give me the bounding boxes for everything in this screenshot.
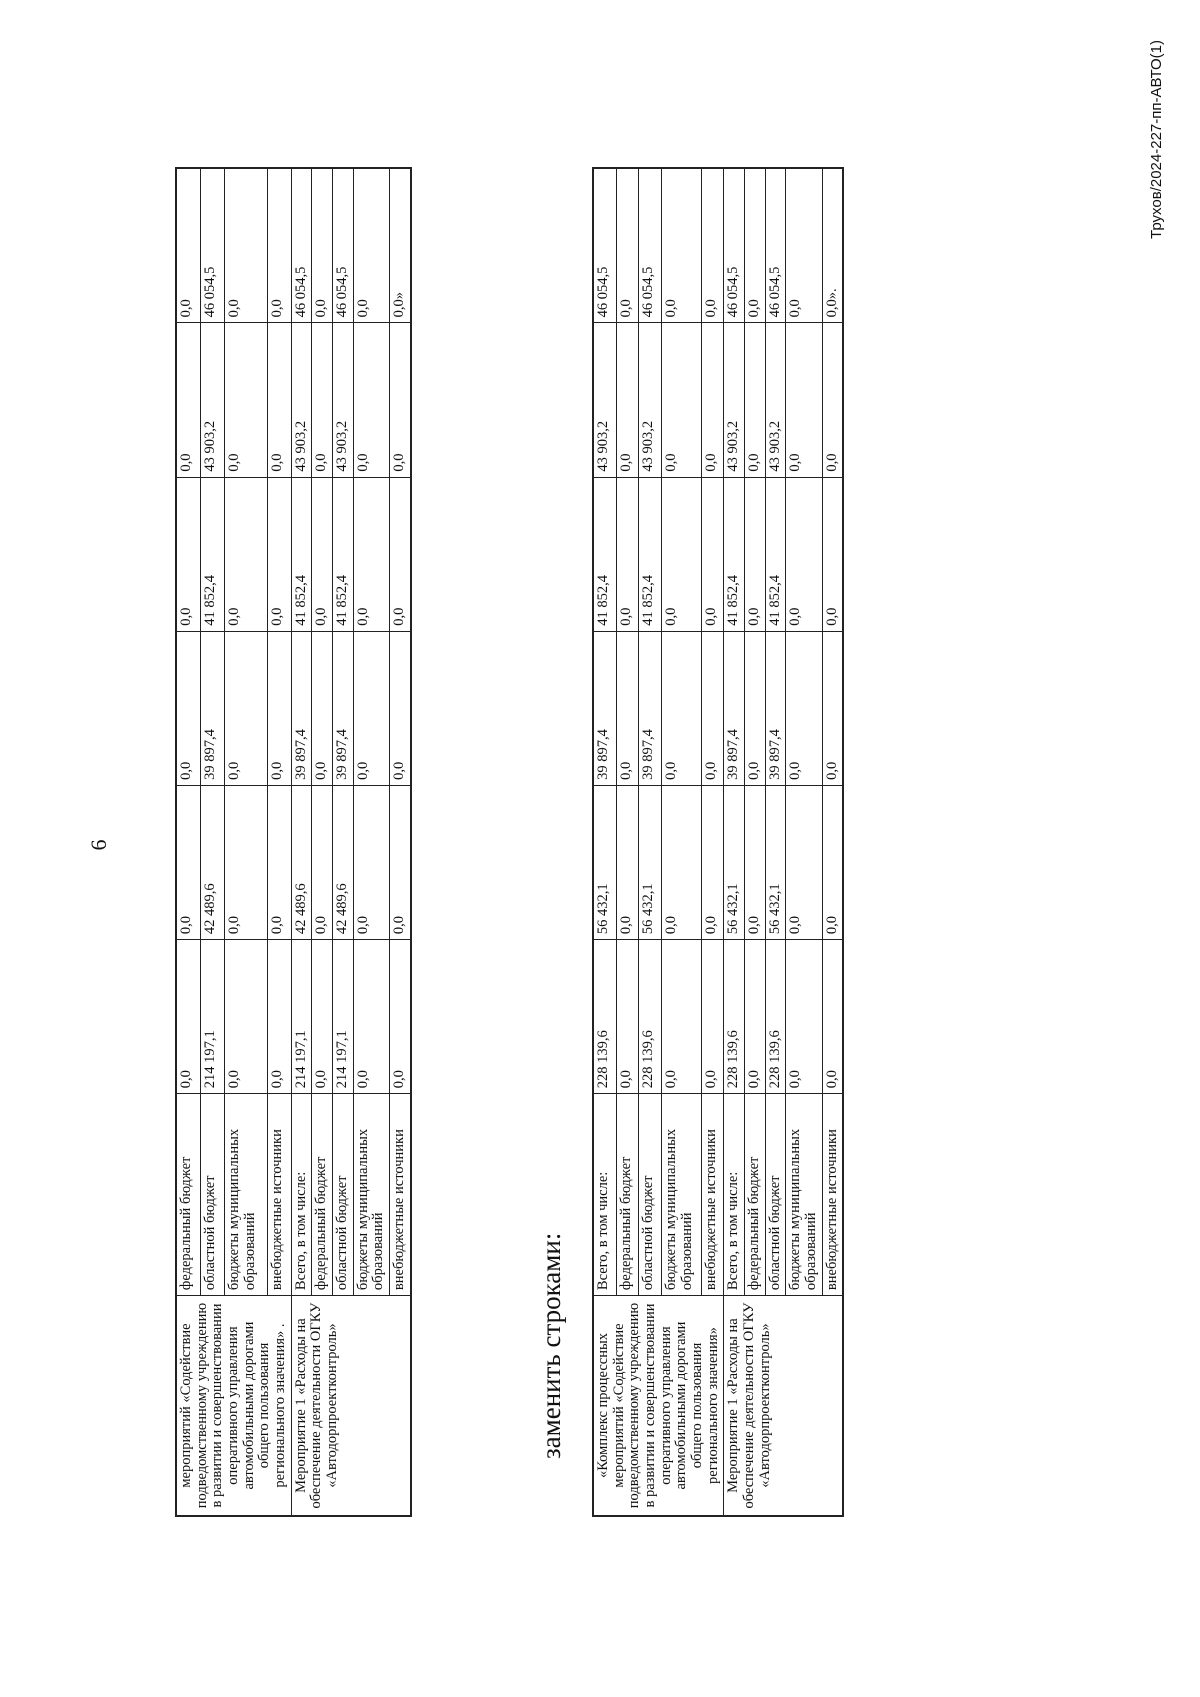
amount-cell: 0,0 bbox=[616, 940, 639, 1094]
amount-cell: 0,0 bbox=[661, 168, 701, 323]
amount-cell: 0,0 bbox=[312, 940, 333, 1094]
funding-source-cell: Всего, в том числе: bbox=[724, 1094, 745, 1296]
amount-cell: 0,0 bbox=[176, 323, 201, 477]
table-row bbox=[724, 168, 745, 1516]
amount-cell: 43 903,2 bbox=[593, 323, 616, 477]
amount-cell: 43 903,2 bbox=[291, 323, 312, 477]
amount-cell: 0,0 bbox=[267, 785, 291, 939]
amount-cell: 0,0 bbox=[661, 323, 701, 477]
amount-cell: 46 054,5 bbox=[639, 168, 662, 323]
funding-source-cell: областной бюджет bbox=[201, 1094, 225, 1296]
amount-cell: 0,0 bbox=[616, 323, 639, 477]
amount-cell: 0,0 bbox=[616, 477, 639, 631]
amount-cell: 46 054,5 bbox=[332, 168, 353, 323]
amount-cell: 41 852,4 bbox=[724, 477, 745, 631]
amount-cell: 0,0 bbox=[701, 168, 724, 323]
amount-cell: 0,0 bbox=[389, 477, 410, 631]
funding-source-cell: Всего, в том числе: bbox=[291, 1094, 312, 1296]
amount-cell: 0,0 bbox=[225, 631, 267, 785]
amount-cell: 0,0 bbox=[822, 631, 843, 785]
amount-cell: 0,0 bbox=[225, 323, 267, 477]
amount-cell: 228 139,6 bbox=[724, 940, 745, 1094]
amount-cell: 42 489,6 bbox=[291, 785, 312, 939]
amount-cell: 46 054,5 bbox=[201, 168, 225, 323]
funding-source-cell: бюджеты муниципальных образований bbox=[353, 1094, 389, 1296]
amount-cell: 39 897,4 bbox=[593, 631, 616, 785]
amount-cell: 0,0 bbox=[176, 631, 201, 785]
amount-cell: 0,0 bbox=[786, 168, 822, 323]
amount-cell: 0,0 bbox=[616, 785, 639, 939]
table-row bbox=[593, 168, 616, 1516]
amount-cell: 0,0 bbox=[701, 940, 724, 1094]
table-row bbox=[291, 168, 312, 1516]
amount-cell: 0,0 bbox=[353, 168, 389, 323]
funding-source-cell: Всего, в том числе: bbox=[593, 1094, 616, 1296]
amount-cell: 42 489,6 bbox=[201, 785, 225, 939]
amount-cell: 0,0 bbox=[701, 631, 724, 785]
funding-source-cell: внебюджетные источники bbox=[701, 1094, 724, 1296]
amount-cell: 0,0 bbox=[267, 477, 291, 631]
amount-cell: 39 897,4 bbox=[724, 631, 745, 785]
amount-cell: 228 139,6 bbox=[593, 940, 616, 1094]
amount-cell: 0,0 bbox=[786, 940, 822, 1094]
funding-source-cell: федеральный бюджет bbox=[312, 1094, 333, 1296]
amount-cell: 0,0 bbox=[786, 477, 822, 631]
original-rows-table bbox=[175, 167, 412, 1517]
amount-cell: 0,0 bbox=[176, 785, 201, 939]
amount-cell: 0,0 bbox=[744, 631, 765, 785]
amount-cell: 0,0». bbox=[822, 168, 843, 323]
amount-cell: 0,0» bbox=[389, 168, 410, 323]
amount-cell: 39 897,4 bbox=[201, 631, 225, 785]
amount-cell: 0,0 bbox=[822, 477, 843, 631]
amount-cell: 0,0 bbox=[661, 785, 701, 939]
amount-cell: 56 432,1 bbox=[593, 785, 616, 939]
amount-cell: 0,0 bbox=[616, 168, 639, 323]
amount-cell: 0,0 bbox=[389, 323, 410, 477]
amount-cell: 56 432,1 bbox=[639, 785, 662, 939]
amount-cell: 0,0 bbox=[176, 940, 201, 1094]
amount-cell: 0,0 bbox=[353, 785, 389, 939]
amount-cell: 41 852,4 bbox=[593, 477, 616, 631]
amount-cell: 0,0 bbox=[744, 940, 765, 1094]
amount-cell: 0,0 bbox=[661, 940, 701, 1094]
amount-cell: 39 897,4 bbox=[291, 631, 312, 785]
amount-cell: 0,0 bbox=[389, 785, 410, 939]
amount-cell: 56 432,1 bbox=[724, 785, 745, 939]
amount-cell: 0,0 bbox=[225, 785, 267, 939]
amount-cell: 41 852,4 bbox=[201, 477, 225, 631]
amount-cell: 0,0 bbox=[744, 323, 765, 477]
document-code: Трухов/2024-227-пп-АВТО(1) bbox=[1148, 40, 1165, 239]
amount-cell: 0,0 bbox=[822, 323, 843, 477]
amount-cell: 0,0 bbox=[744, 785, 765, 939]
amount-cell: 56 432,1 bbox=[765, 785, 786, 939]
amount-cell: 0,0 bbox=[353, 477, 389, 631]
amount-cell: 0,0 bbox=[744, 168, 765, 323]
amount-cell: 228 139,6 bbox=[639, 940, 662, 1094]
amount-cell: 214 197,1 bbox=[291, 940, 312, 1094]
amount-cell: 41 852,4 bbox=[765, 477, 786, 631]
page-number: 6 bbox=[86, 839, 111, 851]
amount-cell: 46 054,5 bbox=[765, 168, 786, 323]
funding-source-cell: областной бюджет bbox=[639, 1094, 662, 1296]
measure-name-cell: «Комплекс процессных мероприятий «Содействие подведомственному учреждению в развитии и совершенствовании оперативного управления автомобильными дорогами общего пользования регионального значения» bbox=[593, 1296, 724, 1516]
amount-cell: 214 197,1 bbox=[201, 940, 225, 1094]
amount-cell: 41 852,4 bbox=[332, 477, 353, 631]
amount-cell: 0,0 bbox=[661, 477, 701, 631]
amount-cell: 0,0 bbox=[786, 785, 822, 939]
amount-cell: 0,0 bbox=[267, 631, 291, 785]
funding-source-cell: федеральный бюджет bbox=[176, 1094, 201, 1296]
amount-cell: 0,0 bbox=[312, 477, 333, 631]
amount-cell: 0,0 bbox=[176, 168, 201, 323]
amount-cell: 214 197,1 bbox=[332, 940, 353, 1094]
funding-source-cell: бюджеты муниципальных образований bbox=[786, 1094, 822, 1296]
amount-cell: 0,0 bbox=[661, 631, 701, 785]
amount-cell: 39 897,4 bbox=[639, 631, 662, 785]
amount-cell: 42 489,6 bbox=[332, 785, 353, 939]
funding-source-cell: внебюджетные источники bbox=[267, 1094, 291, 1296]
funding-source-cell: бюджеты муниципальных образований bbox=[661, 1094, 701, 1296]
amount-cell: 0,0 bbox=[312, 323, 333, 477]
amount-cell: 43 903,2 bbox=[332, 323, 353, 477]
amount-cell: 43 903,2 bbox=[639, 323, 662, 477]
amount-cell: 0,0 bbox=[312, 168, 333, 323]
amount-cell: 0,0 bbox=[701, 323, 724, 477]
amount-cell: 0,0 bbox=[312, 631, 333, 785]
amount-cell: 0,0 bbox=[225, 168, 267, 323]
amount-cell: 39 897,4 bbox=[765, 631, 786, 785]
funding-source-cell: внебюджетные источники bbox=[389, 1094, 410, 1296]
amount-cell: 0,0 bbox=[701, 785, 724, 939]
amount-cell: 0,0 bbox=[786, 631, 822, 785]
amount-cell: 41 852,4 bbox=[639, 477, 662, 631]
amount-cell: 0,0 bbox=[267, 168, 291, 323]
amount-cell: 41 852,4 bbox=[291, 477, 312, 631]
replace-label: заменить строками: bbox=[536, 1232, 566, 1459]
amount-cell: 0,0 bbox=[744, 477, 765, 631]
funding-source-cell: областной бюджет bbox=[765, 1094, 786, 1296]
amount-cell: 0,0 bbox=[225, 940, 267, 1094]
replacement-rows-table bbox=[592, 167, 844, 1517]
amount-cell: 0,0 bbox=[353, 940, 389, 1094]
table-row bbox=[176, 168, 201, 1516]
measure-name-cell: мероприятий «Содействие подведомственному учреждению в развитии и совершенствовании оперативного управления автомобильными дорогами общего пользования регионального значения» . bbox=[176, 1296, 291, 1516]
amount-cell: 0,0 bbox=[267, 940, 291, 1094]
amount-cell: 46 054,5 bbox=[724, 168, 745, 323]
funding-source-cell: федеральный бюджет bbox=[616, 1094, 639, 1296]
amount-cell: 0,0 bbox=[822, 940, 843, 1094]
funding-source-cell: внебюджетные источники bbox=[822, 1094, 843, 1296]
amount-cell: 0,0 bbox=[822, 785, 843, 939]
amount-cell: 0,0 bbox=[701, 477, 724, 631]
amount-cell: 0,0 bbox=[616, 631, 639, 785]
amount-cell: 0,0 bbox=[786, 323, 822, 477]
measure-name-cell: Мероприятие 1 «Расходы на обеспечение деятельности ОГКУ «Автодорпроектконтроль» bbox=[724, 1296, 843, 1516]
amount-cell: 0,0 bbox=[267, 323, 291, 477]
amount-cell: 0,0 bbox=[353, 631, 389, 785]
amount-cell: 46 054,5 bbox=[291, 168, 312, 323]
funding-source-cell: федеральный бюджет bbox=[744, 1094, 765, 1296]
amount-cell: 43 903,2 bbox=[201, 323, 225, 477]
amount-cell: 43 903,2 bbox=[765, 323, 786, 477]
funding-source-cell: областной бюджет bbox=[332, 1094, 353, 1296]
amount-cell: 0,0 bbox=[389, 940, 410, 1094]
amount-cell: 43 903,2 bbox=[724, 323, 745, 477]
funding-source-cell: бюджеты муниципальных образований bbox=[225, 1094, 267, 1296]
amount-cell: 39 897,4 bbox=[332, 631, 353, 785]
measure-name-cell: Мероприятие 1 «Расходы на обеспечение деятельности ОГКУ «Автодорпроектконтроль» bbox=[291, 1296, 410, 1516]
amount-cell: 0,0 bbox=[312, 785, 333, 939]
amount-cell: 228 139,6 bbox=[765, 940, 786, 1094]
amount-cell: 0,0 bbox=[389, 631, 410, 785]
amount-cell: 0,0 bbox=[353, 323, 389, 477]
amount-cell: 46 054,5 bbox=[593, 168, 616, 323]
amount-cell: 0,0 bbox=[225, 477, 267, 631]
amount-cell: 0,0 bbox=[176, 477, 201, 631]
